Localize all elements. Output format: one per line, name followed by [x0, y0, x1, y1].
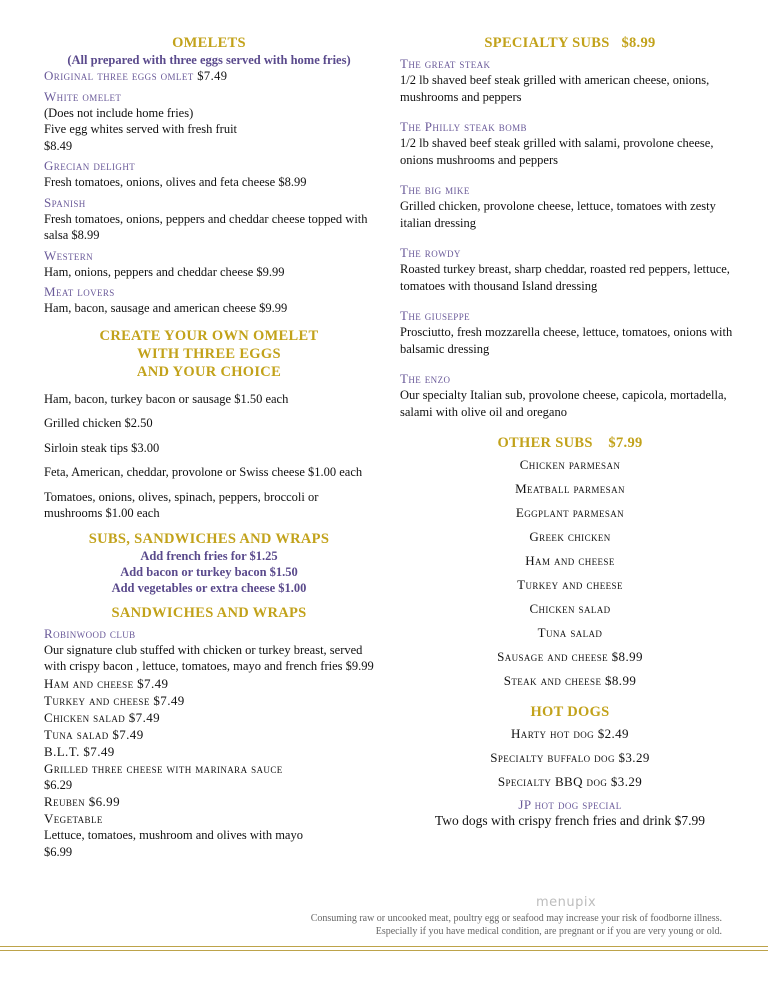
create-heading-line3: AND YOUR CHOICE — [136, 363, 282, 380]
subs-note: Add vegetables or extra cheese $1.00 — [111, 580, 307, 595]
omelet-meat-lovers-name: Meat lovers — [44, 284, 115, 299]
omelet-grecian-desc: Fresh tomatoes, onions, olives and feta cheese $8.99 — [44, 175, 307, 189]
other-sub-item: Steak and cheese $8.99 — [503, 673, 637, 688]
disclaimer-line1: Consuming raw or uncooked meat, poultry egg or seafood may increase your risk of foodborne illness. — [310, 913, 722, 924]
left-column — [44, 34, 374, 860]
hot-dogs-list — [400, 725, 740, 790]
omelets-heading: OMELETS — [172, 35, 246, 51]
robinwood-club-desc: Our signature club stuffed with chicken or turkey breast, served with crispy bacon , lettuce, tomatoes, mayo and french fries $9.99 — [44, 642, 374, 673]
reuben-item: Reuben $6.99 — [44, 794, 120, 809]
hot-dog-item: Specialty BBQ dog $3.29 — [497, 774, 643, 789]
other-sub-item: Greek chicken — [529, 529, 611, 544]
enzo-name: The enzo — [400, 371, 451, 386]
omelet-spanish-desc: Fresh tomatoes, onions, peppers and cheddar cheese topped with salsa $8.99 — [44, 211, 368, 242]
create-option: Feta, American, cheddar, provolone or Swiss cheese $1.00 each — [44, 465, 363, 479]
giuseppe-desc: Prosciutto, fresh mozzarella cheese, lettuce, tomatoes, onions with balsamic dressing — [400, 325, 733, 356]
sandwich-item: Turkey and cheese $7.49 — [44, 692, 185, 708]
jp-special-desc: Two dogs with crispy french fries and drink $7.99 — [434, 813, 706, 828]
hot-dog-item: Specialty buffalo dog $3.29 — [490, 750, 650, 765]
sandwich-item: Tuna salad $7.49 — [44, 726, 144, 742]
subs-note: Add bacon or turkey bacon $1.50 — [120, 564, 298, 579]
omelet-white-name: White omelet — [44, 88, 122, 104]
other-sub-item: Chicken parmesan — [519, 457, 621, 472]
footer-rule-bottom — [0, 950, 768, 951]
other-sub-item: Tuna salad — [537, 625, 603, 640]
omelet-white-desc: (Does not include home fries) — [44, 105, 194, 120]
other-sub-item: Meatball parmesan — [515, 481, 625, 496]
food-safety-disclaimer — [242, 912, 722, 938]
enzo-desc: Our specialty Italian sub, provolone cheese, capicola, mortadella, salami with olive oil and oregano — [400, 388, 727, 419]
disclaimer-line2: Especially if you have medical condition, are pregnant or if you are very young or old. — [375, 926, 722, 937]
create-omelet-heading — [44, 327, 374, 381]
omelet-original-name: Original three eggs omlet $7.49 — [44, 68, 228, 83]
omelet-spanish-name: Spanish — [44, 194, 86, 210]
create-option: Grilled chicken $2.50 — [44, 416, 153, 430]
right-column — [400, 34, 740, 830]
footer-rule-top — [0, 946, 768, 947]
create-heading-line1: CREATE YOUR OWN OMELET — [99, 327, 319, 344]
other-sub-item: Sausage and cheese $8.99 — [497, 649, 643, 664]
omelet-western-name: Western — [44, 247, 94, 263]
big-mike-desc: Grilled chicken, provolone cheese, lettuce, tomatoes with zesty italian dressing — [400, 199, 716, 230]
other-sub-item: Ham and cheese — [525, 553, 615, 568]
great-steak-desc: 1/2 lb shaved beef steak grilled with american cheese, onions, mushrooms and peppers — [400, 73, 710, 104]
vegetable-desc: Lettuce, tomatoes, mushroom and olives with mayo — [44, 828, 303, 842]
subs-note: Add french fries for $1.25 — [140, 548, 278, 563]
subs-heading: SUBS, SANDWICHES AND WRAPS — [88, 530, 330, 547]
hot-dog-item: Harty hot dog $2.49 — [511, 726, 629, 741]
other-sub-item: Turkey and cheese — [517, 577, 623, 592]
other-subs-list — [400, 456, 740, 689]
specialty-subs-heading: SPECIALTY SUBS $8.99 — [484, 35, 656, 51]
vegetable-price: $6.99 — [44, 844, 73, 859]
other-subs-heading: OTHER SUBS $7.99 — [497, 435, 643, 451]
other-sub-item: Eggplant parmesan — [515, 505, 625, 520]
other-sub-item: Chicken salad — [529, 601, 611, 616]
omelet-white-price: $8.49 — [44, 138, 73, 153]
grilled-cheese-name: Grilled three cheese with marinara sauce — [44, 760, 283, 776]
sandwich-item: Ham and cheese $7.49 — [44, 675, 169, 691]
rowdy-desc: Roasted turkey breast, sharp cheddar, roasted red peppers, lettuce, tomatoes with thousand Island dressing — [400, 262, 730, 293]
big-mike-name: The big mike — [400, 182, 470, 197]
create-heading-line2: WITH THREE EGGS — [137, 345, 281, 362]
create-option: Sirloin steak tips $3.00 — [44, 440, 160, 455]
grilled-cheese-price: $6.29 — [44, 777, 73, 792]
jp-special-name: JP hot dog special — [518, 797, 622, 812]
omelet-meat-lovers-desc: Ham, bacon, sausage and american cheese $9.99 — [44, 301, 288, 315]
robinwood-club-name: Robinwood club — [44, 625, 136, 641]
omelet-western-desc: Ham, onions, peppers and cheddar cheese $9.99 — [44, 264, 285, 279]
sandwiches-heading: SANDWICHES AND WRAPS — [111, 604, 307, 621]
omelet-grecian-name: Grecian delight — [44, 158, 136, 173]
philly-bomb-name: The Philly steak bomb — [400, 119, 527, 134]
omelet-white-desc2: Five egg whites served with fresh fruit — [44, 122, 238, 136]
vegetable-name: Vegetable — [44, 811, 103, 826]
rowdy-name: The rowdy — [400, 245, 461, 260]
menupix-watermark: menupix — [536, 895, 597, 910]
sandwich-item: Chicken salad $7.49 — [44, 709, 161, 725]
great-steak-name: The great steak — [400, 56, 491, 71]
hot-dogs-heading: HOT DOGS — [530, 704, 610, 720]
create-option: Tomatoes, onions, olives, spinach, peppers, broccoli or mushrooms $1.00 each — [44, 489, 319, 520]
create-option: Ham, bacon, turkey bacon or sausage $1.50 each — [44, 391, 289, 406]
sandwich-item: B.L.T. $7.49 — [44, 743, 115, 759]
philly-bomb-desc: 1/2 lb shaved beef steak grilled with salami, provolone cheese, onions mushrooms and peppers — [400, 136, 714, 167]
omelets-note: (All prepared with three eggs served with home fries) — [67, 53, 351, 67]
giuseppe-name: The giuseppe — [400, 308, 470, 323]
